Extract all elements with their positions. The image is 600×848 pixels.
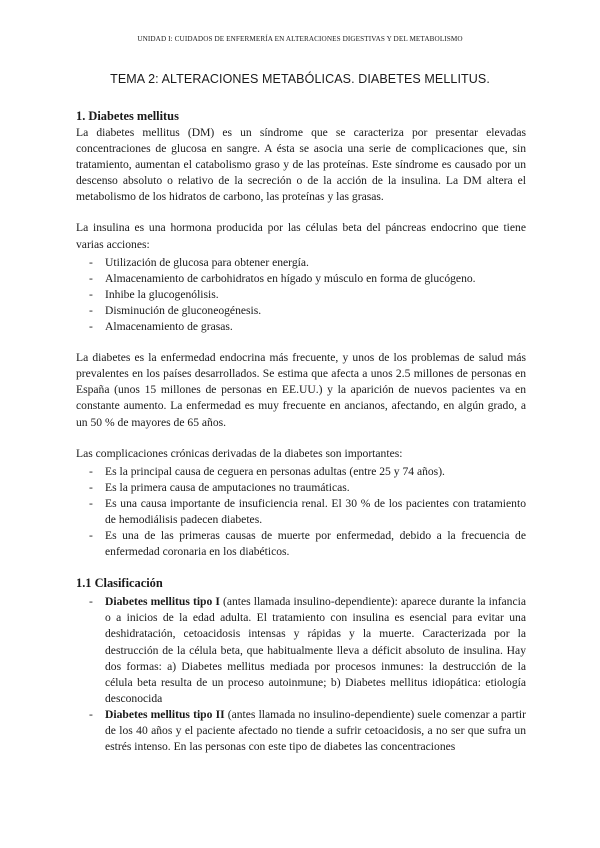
paragraph-complications-intro: Las complicaciones crónicas derivadas de la diabetes son importantes: bbox=[76, 446, 403, 460]
document-body bbox=[76, 108, 526, 755]
type1-description: (antes llamada insulino-dependiente): aparece durante la infancia o a inicios de la edad adulta. El tratamiento con insulina es esencial para evitar una deshidratación, cetoacidosis intensas y rápidas y la muerte. Caracterizada por la destrucción de la célula beta, que habitualmente lleva a déficit absoluto de insulina. Hay dos formas: a) Diabetes mellitus mediada por procesos inmunes: la destrucción de la célula beta resulta de un proceso autoinmune; b) Diabetes mellitus idiopática: etiología desconocida bbox=[105, 595, 526, 705]
section-heading-diabetes: 1. Diabetes mellitus bbox=[76, 109, 179, 123]
list-item: - Es una causa importante de insuficiencia renal. El 30 % de los pacientes con tratamiento de hemodiálisis padecen diabetes. bbox=[76, 496, 526, 528]
list-item: - Utilización de glucosa para obtener energía. bbox=[76, 255, 526, 271]
type2-description: (antes llamada no insulino-dependiente) suele comenzar a partir de los 40 años y el paciente afectado no tiende a sufrir cetoacidosis, a no ser que sufra un estrés intenso. En las personas con este tipo de diabetes las concentraciones bbox=[105, 707, 526, 754]
list-item: - Disminución de gluconeogénesis. bbox=[76, 303, 526, 319]
list-item: - Es la primera causa de amputaciones no traumáticas. bbox=[76, 480, 526, 496]
classification-list bbox=[76, 594, 526, 755]
list-item-type2 bbox=[76, 707, 526, 755]
page-title: TEMA 2: ALTERACIONES METABÓLICAS. DIABETES MELLITUS. bbox=[110, 72, 490, 86]
list-item: - Almacenamiento de grasas. bbox=[76, 319, 526, 335]
list-item-type1 bbox=[76, 594, 526, 707]
list-item: - Es la principal causa de ceguera en personas adultas (entre 25 y 74 años). bbox=[76, 464, 526, 480]
paragraph-dm-definition: La diabetes mellitus (DM) es un síndrome que se caracteriza por presentar elevadas concentraciones de glucosa en sangre. A ésta se asocia una serie de complicaciones que, sin tratamiento, aumentan el catabolismo graso y de las proteínas. Este síndrome es causado por un descenso absoluto o relativo de la secreción o de la acción de la insulina. La DM altera el metabolismo de los hidratos de carbono, las proteínas y las grasas. bbox=[76, 126, 526, 204]
paragraph-insulin: La insulina es una hormona producida por las células beta del páncreas endocrino que tiene varias acciones: bbox=[76, 221, 526, 251]
list-item: - Almacenamiento de carbohidratos en hígado y músculo en forma de glucógeno. bbox=[76, 271, 526, 287]
list-item: - Es una de las primeras causas de muerte por enfermedad, debido a la frecuencia de enfermedad coronaria en los diabéticos. bbox=[76, 528, 526, 560]
complications-list bbox=[76, 464, 526, 561]
term-type2: Diabetes mellitus tipo II bbox=[105, 707, 225, 721]
paragraph-prevalence: La diabetes es la enfermedad endocrina más frecuente, y unos de los problemas de salud más prevalentes en los países desarrollados. Se estima que afecta a unos 2.5 millones de personas en España (unos 15 millones de personas en EE.UU.) y la aparición de nuevos pacientes va en constante aumento. La enfermedad es muy frecuente en ancianos, afectando, en algún grado, a un 50 % de mayores de 65 años. bbox=[76, 351, 526, 429]
section-heading-classification: 1.1 Clasificación bbox=[76, 576, 163, 591]
insulin-actions-list bbox=[76, 255, 526, 335]
list-item: - Inhibe la glucogenólisis. bbox=[76, 287, 526, 303]
term-type1: Diabetes mellitus tipo I bbox=[105, 595, 220, 609]
running-header: UNIDAD I: CUIDADOS DE ENFERMERÍA EN ALTERACIONES DIGESTIVAS Y DEL METABOLISMO bbox=[137, 35, 463, 43]
